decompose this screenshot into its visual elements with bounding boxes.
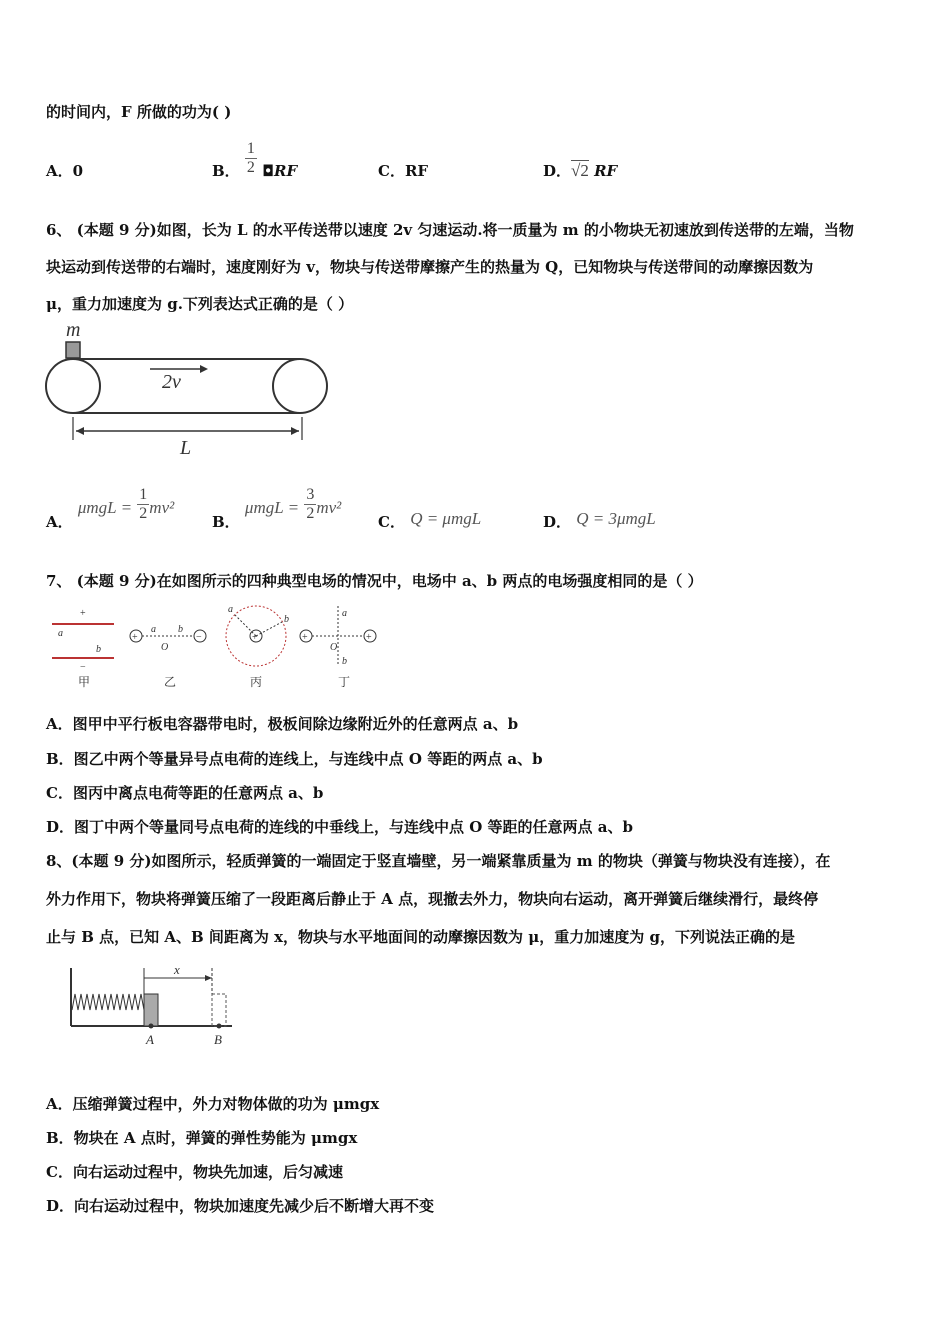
q8-stem-line-1: 8、(本题 9 分)如图所示，轻质弹簧的一端固定于竖直墙壁，另一端紧靠质量为 m 的物块（弹簧与物块没有连接），在 [46, 852, 831, 870]
label-bing: 丙 [250, 675, 263, 689]
velocity-label: 2v [162, 371, 181, 393]
option-label: A． [46, 513, 73, 531]
svg-text:+: + [80, 608, 86, 619]
svg-text:b: b [178, 624, 183, 635]
q6-option-c[interactable] [378, 509, 482, 532]
box-glyph: ◘ [262, 162, 275, 180]
right-pulley [273, 359, 327, 413]
q6-option-d[interactable] [543, 509, 656, 532]
equation-lhs: μmgL = [244, 498, 300, 517]
option-tail: RF [594, 162, 618, 180]
block-mass-label: m [66, 320, 81, 341]
q8-option-b[interactable]: B．物块在 A 点时，弹簧的弹性势能为 μmgx [46, 1129, 358, 1147]
figure-ding [300, 606, 376, 689]
svg-text:a: a [342, 608, 347, 619]
q6-stem-line-2: 块运动到传送带的右端时，速度刚好为 v，物块与传送带摩擦产生的热量为 Q，已知物块与传送带间的动摩擦因数为 [46, 258, 814, 276]
q5-option-a[interactable]: A．0 [46, 162, 84, 180]
denominator: 2 [306, 505, 315, 522]
electric-field-figures [44, 600, 389, 692]
svg-text:+: + [252, 632, 258, 643]
block [144, 994, 158, 1026]
q7-option-d[interactable]: D．图丁中两个等量同号点电荷的连线的中垂线上，与连线中点 O 等距的任意两点 a、b [46, 818, 633, 836]
option-label: B． [212, 162, 240, 180]
sqrt-expression: √2 [571, 161, 589, 180]
denominator: 2 [139, 505, 148, 522]
svg-text:a: a [151, 624, 156, 635]
q7-stem: 7、 (本题 9 分)在如图所示的四种典型电场的情况中，电场中 a、b 两点的电场强度相同的是（ ） [46, 572, 703, 590]
svg-text:−: − [80, 662, 86, 673]
option-label: C． [378, 513, 405, 531]
denominator: 2 [246, 159, 255, 176]
svg-text:A: A [146, 1032, 154, 1047]
figure-jia [52, 608, 114, 689]
final-block-outline [212, 994, 226, 1026]
q8-stem-line-3: 止与 B 点，已知 A、B 间距离为 x，物块与水平地面间的动摩擦因数为 μ，重力加速度为 g，下列说法正确的是 [46, 928, 795, 946]
svg-text:b: b [342, 656, 347, 667]
q8-stem-line-2: 外力作用下，物块将弹簧压缩了一段距离后静止于 A 点，现撤去外力，物块向右运动，离开弹簧后继续滑行，最终停 [46, 890, 819, 908]
q8-option-a[interactable]: A．压缩弹簧过程中，外力对物体做的功为 μmgx [46, 1095, 380, 1113]
fraction [304, 486, 316, 523]
svg-text:a: a [228, 604, 233, 615]
equation-rhs: mv² [149, 498, 175, 517]
q6-option-b[interactable] [212, 486, 341, 536]
q8-option-d[interactable]: D．向右运动过程中，物块加速度先减少后不断增大再不变 [46, 1197, 435, 1215]
svg-text:O: O [330, 642, 338, 653]
left-pulley [46, 359, 100, 413]
q5-option-c[interactable]: C．RF [378, 162, 429, 180]
equation: Q = 3μmgL [576, 509, 656, 528]
svg-text:−: − [196, 632, 202, 643]
spring-block-figure [64, 960, 240, 1050]
svg-text:x: x [174, 962, 180, 977]
svg-text:b: b [284, 614, 289, 625]
q5-option-d[interactable] [543, 161, 617, 181]
q5-option-b[interactable] [212, 140, 297, 184]
svg-text:B: B [214, 1032, 222, 1047]
option-tail: RF [274, 162, 298, 180]
label-yi: 乙 [164, 675, 177, 689]
conveyor-belt-figure [40, 320, 340, 460]
q7-option-b[interactable]: B．图乙中两个等量异号点电荷的连线上，与连线中点 O 等距的两点 a、b [46, 750, 543, 768]
label-jia: 甲 [78, 675, 91, 689]
q6-stem-line-1: 6、 (本题 9 分)如图，长为 L 的水平传送带以速度 2v 匀速运动.将一质量为 m 的小物块无初速放到传送带的左端，当物 [46, 221, 854, 239]
equation-rhs: mv² [316, 498, 342, 517]
numerator: 1 [246, 140, 255, 157]
q6-stem-line-3: μ，重力加速度为 g.下列表达式正确的是（ ） [46, 295, 354, 313]
svg-text:+: + [302, 632, 308, 643]
fraction [245, 140, 257, 177]
q8-option-c[interactable]: C．向右运动过程中，物块先加速，后匀减速 [46, 1163, 343, 1181]
svg-text:b: b [96, 644, 101, 655]
q6-option-a[interactable] [46, 486, 174, 536]
svg-text:+: + [132, 632, 138, 643]
option-label: D． [543, 513, 572, 531]
numerator: 1 [139, 486, 148, 503]
option-label: D． [543, 162, 572, 180]
svg-text:a: a [58, 628, 63, 639]
length-label: L [180, 437, 192, 459]
numerator: 3 [306, 486, 315, 503]
option-label: B． [212, 513, 240, 531]
label-ding: 丁 [338, 675, 351, 689]
small-block [66, 342, 80, 358]
q7-option-a[interactable]: A．图甲中平行板电容器带电时，极板间除边缘附近外的任意两点 a、b [46, 715, 519, 733]
figure-bing [226, 604, 289, 689]
spring [72, 994, 144, 1010]
svg-text:O: O [161, 642, 169, 653]
q7-option-c[interactable]: C．图丙中离点电荷等距的任意两点 a、b [46, 784, 324, 802]
equation: Q = μmgL [410, 509, 482, 528]
q5-stem-tail: 的时间内，F 所做的功为( ) [46, 103, 232, 121]
svg-text:+: + [366, 632, 372, 643]
figure-yi [130, 624, 206, 689]
equation-lhs: μmgL = [77, 498, 133, 517]
fraction [137, 486, 149, 523]
